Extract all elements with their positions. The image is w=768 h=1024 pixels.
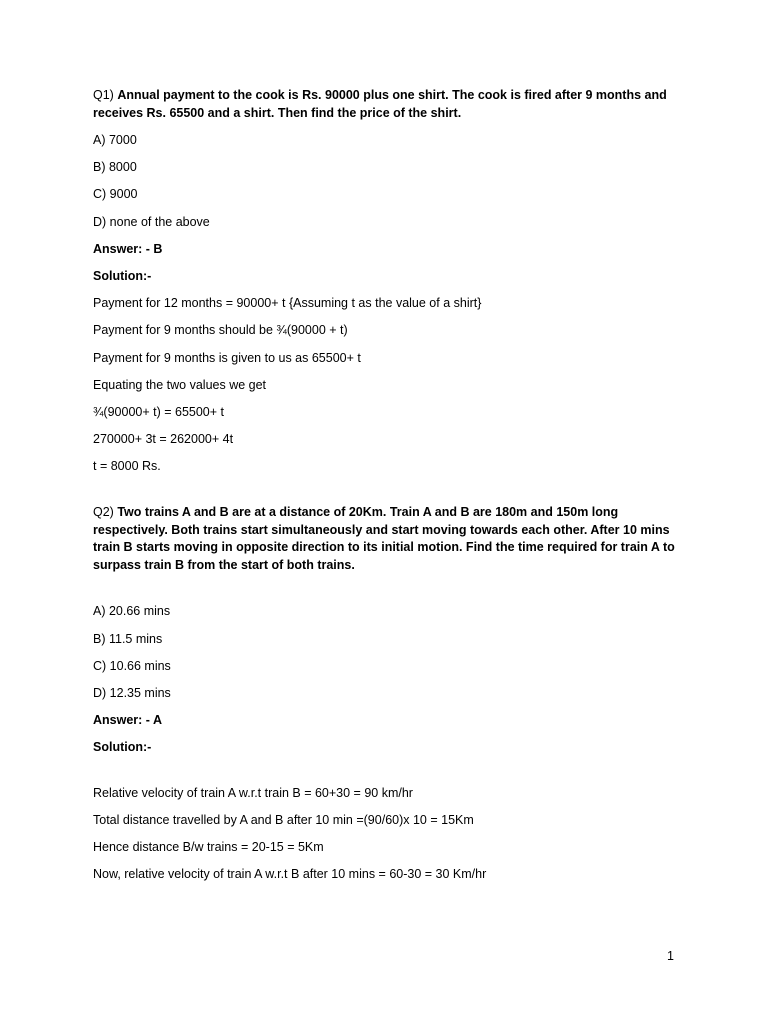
- options-spacer: [93, 584, 678, 603]
- question-2: [93, 504, 678, 574]
- question-spacer: [93, 485, 678, 504]
- question-2-label: Q2): [93, 505, 114, 520]
- q2-option-c: C) 10.66 mins: [93, 658, 171, 673]
- q2-solution-heading: Solution:-: [93, 740, 152, 755]
- q2-option-a: A) 20.66 mins: [93, 604, 171, 619]
- q1-answer: Answer: - B: [93, 241, 163, 256]
- question-1-text: Annual payment to the cook is Rs. 90000 plus one shirt. The cook is fired after 9 months and receives Rs. 65500 and a shirt. Then find the price of the shirt.: [93, 88, 667, 120]
- q2-solution-line: Relative velocity of train A w.r.t train B = 60+30 = 90 km/hr: [93, 785, 413, 800]
- q1-solution-line: Payment for 9 months is given to us as 65500+ t: [93, 350, 361, 365]
- page-number: 1: [667, 949, 674, 963]
- q1-solution-line: Payment for 9 months should be ¾(90000 + t): [93, 323, 348, 338]
- question-1: [93, 87, 678, 122]
- q1-solution-line: Payment for 12 months = 90000+ t {Assuming t as the value of a shirt}: [93, 296, 482, 311]
- q1-option-d: D) none of the above: [93, 214, 210, 229]
- question-2-text: Two trains A and B are at a distance of 20Km. Train A and B are 180m and 150m long respectively. Both trains start simultaneously and start moving towards each other. After 10 mins train B starts moving in opposite direction to its initial motion. Find the time required for train A to surpass train B from the start of both trains.: [93, 505, 675, 572]
- q2-solution-line: Now, relative velocity of train A w.r.t B after 10 mins = 60-30 = 30 Km/hr: [93, 867, 487, 882]
- q1-solution-line: Equating the two values we get: [93, 377, 267, 392]
- q1-solution-line: 270000+ 3t = 262000+ 4t: [93, 432, 234, 447]
- q1-solution-line: t = 8000 Rs.: [93, 459, 161, 474]
- q2-option-b: B) 11.5 mins: [93, 631, 163, 646]
- document-content: [93, 87, 678, 893]
- q1-solution-heading: Solution:-: [93, 268, 152, 283]
- q2-answer: Answer: - A: [93, 713, 162, 728]
- q1-solution-line: ¾(90000+ t) = 65500+ t: [93, 404, 225, 419]
- q2-solution-line: Hence distance B/w trains = 20-15 = 5Km: [93, 839, 324, 854]
- q1-option-c: C) 9000: [93, 187, 138, 202]
- q1-option-a: A) 7000: [93, 133, 137, 147]
- question-1-label: Q1): [93, 88, 114, 102]
- q1-option-b: B) 8000: [93, 160, 137, 175]
- solution-spacer: [93, 767, 678, 785]
- q2-solution-line: Total distance travelled by A and B after 10 min =(90/60)x 10 = 15Km: [93, 812, 474, 827]
- q2-option-d: D) 12.35 mins: [93, 686, 171, 700]
